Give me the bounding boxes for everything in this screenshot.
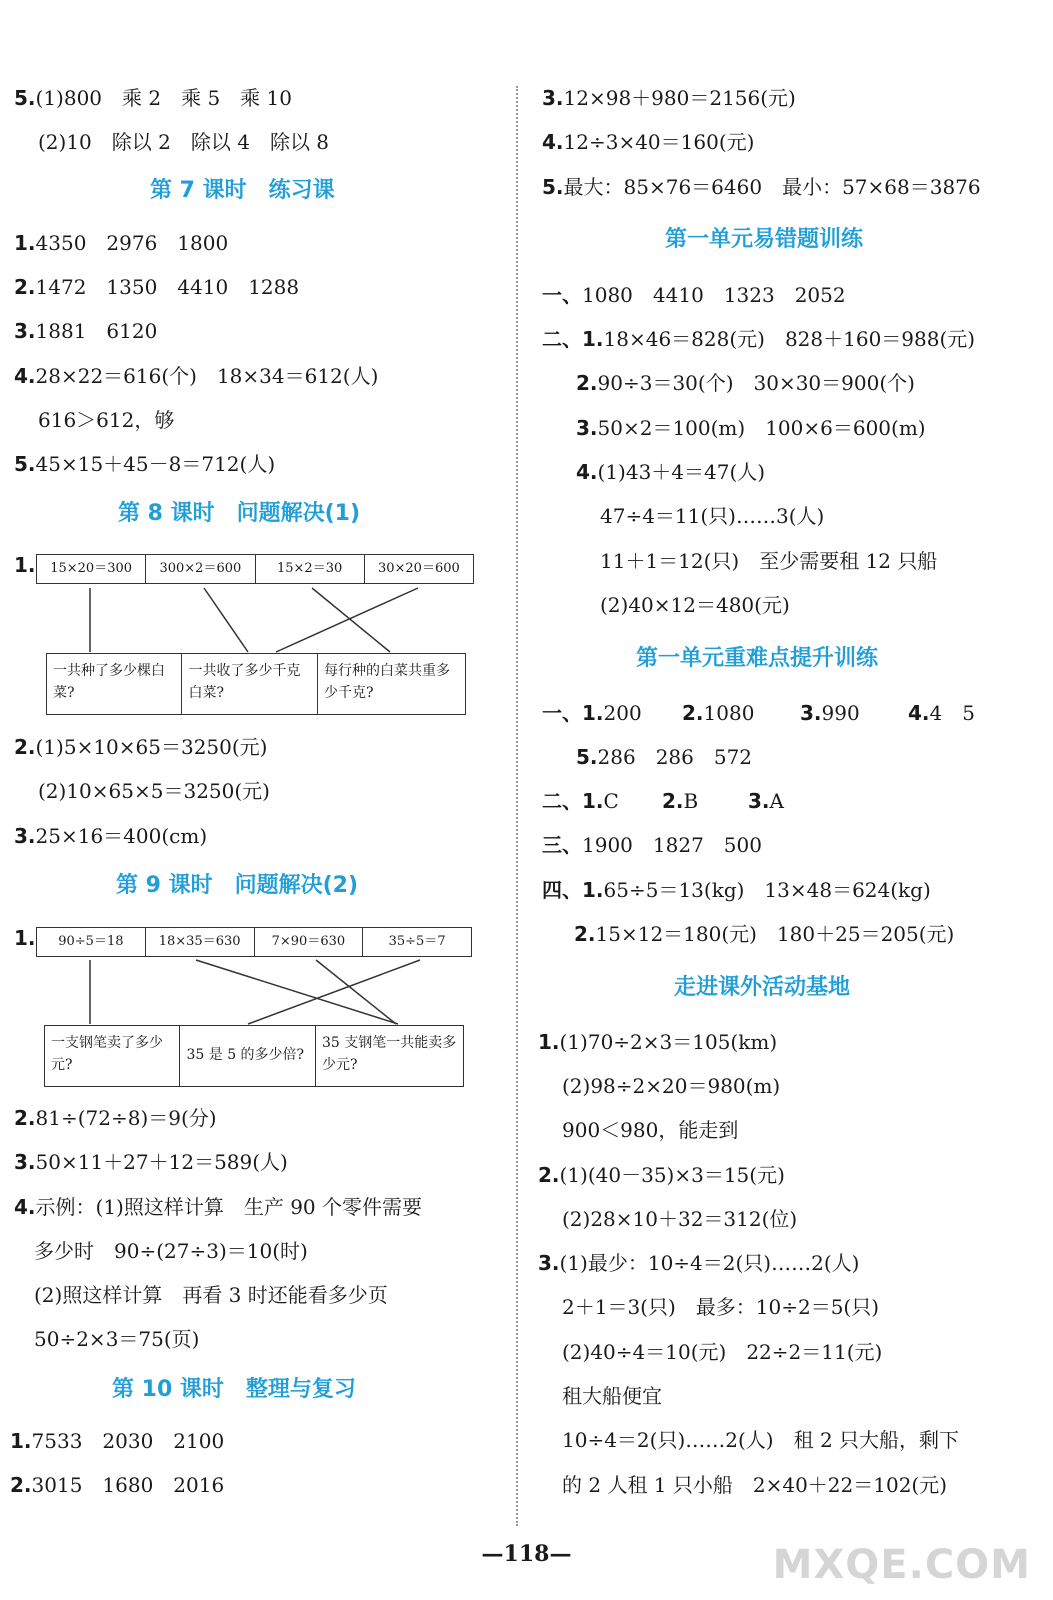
answer-line: 5.最大：85×76＝6460 最小：57×68＝3876 [542,175,981,199]
answer-line: 3.25×16＝400(cm) [14,824,208,848]
table-cell: 18×35＝630 [146,928,255,956]
table-cell: 一支钢笔卖了多少元? [45,1026,180,1086]
answer-line: (2)98÷2×20＝980(m) [562,1074,781,1098]
answer-line: (2)10 除以 2 除以 4 除以 8 [38,130,330,154]
answer-line: 1. [14,926,36,950]
answer-line: 11＋1＝12(只) 至少需要租 12 只船 [600,549,938,573]
table-cell: 90÷5＝18 [37,928,146,956]
answer-line: 1.4350 2976 1800 [14,231,229,255]
answer-line: 3.50×11＋27＋12＝589(人) [14,1150,288,1174]
table-cell: 15×2＝30 [256,555,365,583]
table-cell: 每行种的白菜共重多少千克? [323,663,450,701]
answer-line: 四、1.65÷5＝13(kg) 13×48＝624(kg) [542,878,931,902]
answer-line: 1. [14,553,36,577]
answer-line: 三、1900 1827 500 [542,833,762,857]
answer-line: 二、1.18×46＝828(元) 828＋160＝988(元) [542,327,976,351]
answer-line: 4.(1)43＋4＝47(人) [576,460,766,484]
table-cell: 35 支钢笔一共能卖多少元? [321,1035,457,1073]
table-cell: 30×20＝600 [377,561,460,576]
answer-line: (2)10×65×5＝3250(元) [38,779,270,803]
table-cell: 一共种了多少棵白菜? [47,654,182,714]
answer-line: 租大船便宜 [562,1384,662,1408]
answer-line: 5.(1)800 乘 2 乘 5 乘 10 [14,86,292,110]
section-heading: 第一单元易错题训练 [665,227,864,252]
answer-line: 3.12×98＋980＝2156(元) [542,86,796,110]
answer-line: 一、1.200 2.1080 3.990 4.4 5 [542,701,975,725]
answer-line: (2)28×10＋32＝312(位) [562,1207,798,1231]
answer-line: 2.(1)(40－35)×3＝15(元) [538,1163,785,1187]
answer-line: 1.7533 2030 2100 [10,1429,225,1453]
answer-line: 50÷2×3＝75(页) [34,1327,200,1351]
answer-line: 5.286 286 572 [576,745,753,769]
answer-line: 900＜980，能走到 [562,1118,739,1142]
table-cell: 15×20＝300 [37,555,146,583]
section-heading: 第 7 课时 练习课 [150,178,335,203]
answer-line: (2)40÷4＝10(元) 22÷2＝11(元) [562,1340,883,1364]
answer-line: 3.50×2＝100(m) 100×6＝600(m) [576,416,926,440]
table-cell: 7×90＝630 [255,928,364,956]
answer-line: 2＋1＝3(只) 最多：10÷2＝5(只) [562,1295,880,1319]
section-heading: 第 10 课时 整理与复习 [112,1377,356,1402]
answer-line: 2.1472 1350 4410 1288 [14,275,300,299]
section-heading: 走进课外活动基地 [674,975,851,1000]
section-heading: 第一单元重难点提升训练 [636,646,879,671]
answer-line: 2.90÷3＝30(个) 30×30＝900(个) [576,371,915,395]
answer-line: 3.(1)最少：10÷4＝2(只)……2(人) [538,1251,860,1275]
answer-line: 2.3015 1680 2016 [10,1473,225,1497]
answer-line: 1.(1)70÷2×3＝105(km) [538,1030,778,1054]
answer-line: 616＞612，够 [38,408,175,432]
answer-line: (2)40×12＝480(元) [600,593,790,617]
section-heading: 第 9 课时 问题解决(2) [116,873,359,898]
matching-table-bottom [44,1025,464,1087]
answer-line: 二、1.C 2.B 3.A [542,789,784,813]
table-cell: 35 是 5 的多少倍? [180,1026,315,1086]
table-cell: 300×2＝600 [146,555,255,583]
matching-lines [0,0,520,1080]
answer-line: 4.28×22＝616(个) 18×34＝612(人) [14,364,379,388]
answer-line: 一、1080 4410 1323 2052 [542,283,846,307]
answer-line: 2.81÷(72÷8)＝9(分) [14,1106,217,1130]
table-cell: 35÷5＝7 [388,934,446,949]
answer-line: (2)照这样计算 再看 3 时还能看多少页 [34,1283,388,1307]
answer-line: 4.12÷3×40＝160(元) [542,130,755,154]
answer-line: 47÷4＝11(只)……3(人) [600,504,825,528]
answer-line: 10÷4＝2(只)……2(人) 租 2 只大船，剩下 [562,1428,960,1452]
section-heading: 第 8 课时 问题解决(1) [118,501,361,526]
answer-line: 2.15×12＝180(元) 180＋25＝205(元) [574,922,955,946]
answer-line: 5.45×15＋45－8＝712(人) [14,452,276,476]
answer-line: 多少时 90÷(27÷3)＝10(时) [34,1239,308,1263]
table-cell: 一共收了多少千克白菜? [182,654,317,714]
watermark: MXQE.COM [772,1542,1031,1588]
answer-line: 4.示例：(1)照这样计算 生产 90 个零件需要 [14,1195,423,1219]
answer-line: 3.1881 6120 [14,319,158,343]
page-number: —118— [481,1541,572,1567]
answer-line: 2.(1)5×10×65＝3250(元) [14,735,268,759]
answer-line: 的 2 人租 1 只小船 2×40＋22＝102(元) [562,1473,948,1497]
